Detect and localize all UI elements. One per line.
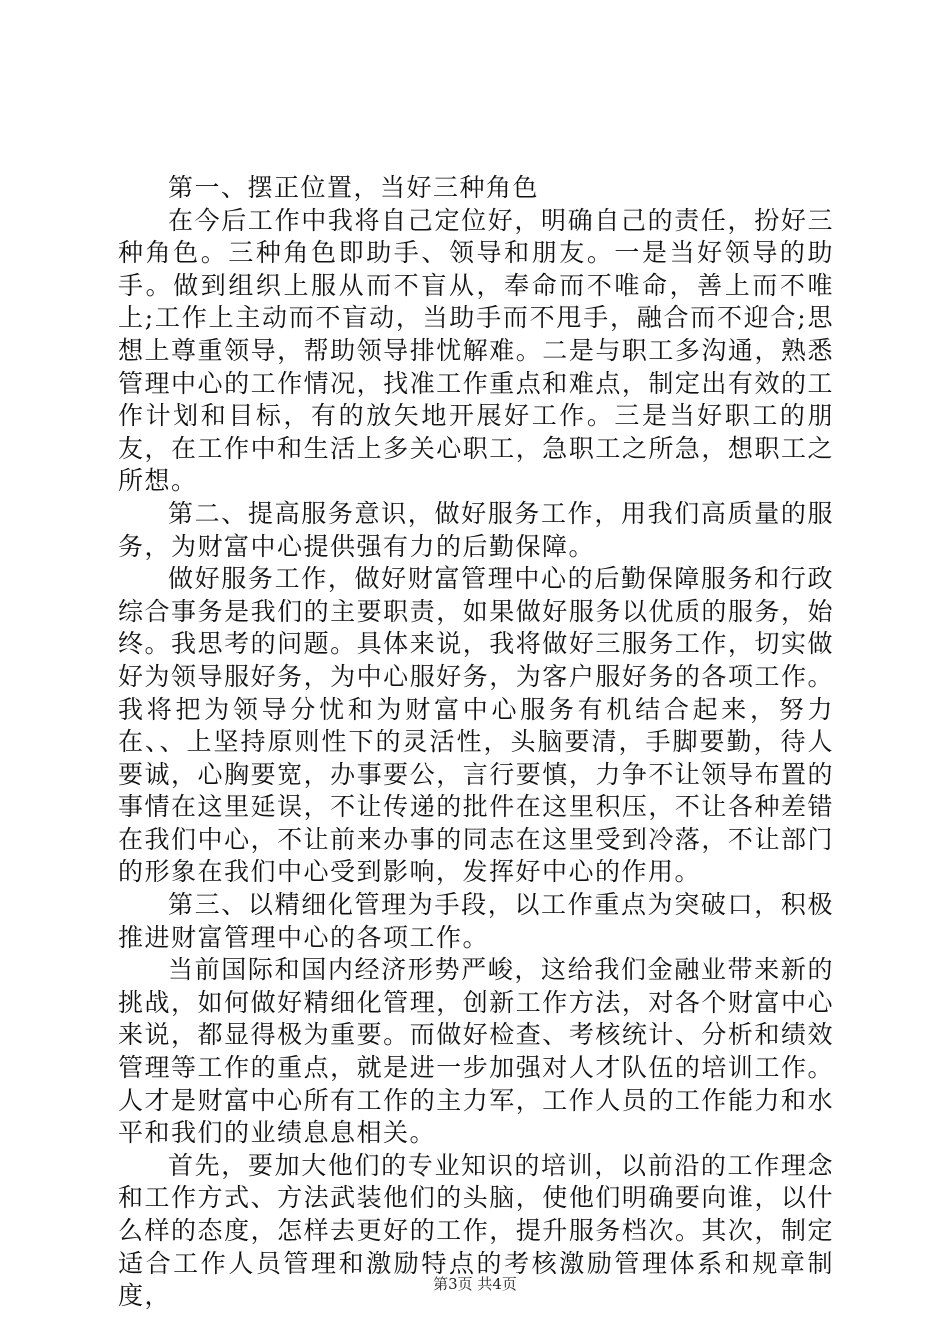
- paragraph: 当前国际和国内经济形势严峻，这给我们金融业带来新的挑战，如何做好精细化管理，创新工作方法，对各个财富中心来说，都显得极为重要。而做好检查、考核统计、分析和绩效管理等工作的重点，就是进一步加强对人才队伍的培训工作。人才是财富中心所有工作的主力军，工作人员的工作能力和水平和我们的业绩息息相关。: [118, 955, 834, 1148]
- section-heading-3: 第三、以精细化管理为手段，以工作重点为突破口，积极推进财富管理中心的各项工作。: [118, 890, 834, 952]
- page-number-footer: 第3页 共4页: [433, 1275, 517, 1293]
- section-heading-1: 第一、摆正位置，当好三种角色: [168, 173, 540, 202]
- paragraph: 在今后工作中我将自己定位好，明确自己的责任，扮好三种角色。三种角色即助手、领导和朋友。一是当好领导的助手。做到组织上服从而不盲从，奉命而不唯命，善上而不唯上;工作上主动而不盲动，当助手而不甩手，融合而不迎合;思想上尊重领导，帮助领导排忧解难。二是与职工多沟通，熟悉管理中心的工作情况，找准工作重点和难点，制定出有效的工作计划和目标，有的放矢地开展好工作。三是当好职工的朋友，在工作中和生活上多关心职工，急职工之所急，想职工之所想。: [118, 205, 834, 496]
- document-body: [118, 172, 834, 1313]
- paragraph: 做好服务工作，做好财富管理中心的后勤保障服务和行政综合事务是我们的主要职责，如果做好服务以优质的服务，始终。我思考的问题。具体来说，我将做好三服务工作，切实做好为领导服好务，为中心服好务，为客户服好务的各项工作。我将把为领导分忧和为财富中心服务有机结合起来，努力在、、上坚持原则性下的灵活性，头脑要清，手脚要勤，待人要诚，心胸要宽，办事要公，言行要慎，力争不让领导布置的事情在这里延误，不让传递的批件在这里积压，不让各种差错在我们中心，不让前来办事的同志在这里受到冷落，不让部门的形象在我们中心受到影响，发挥好中心的作用。: [118, 564, 834, 887]
- paragraph: 首先，要加大他们的专业知识的培训，以前沿的工作理念和工作方式、方法武装他们的头脑，使他们明确要向谁，以什么样的态度，怎样去更好的工作，提升服务档次。其次，制定适合工作人员管理和激励特点的考核激励管理体系和规章制度，: [118, 1150, 834, 1311]
- section-heading-2: 第二、提高服务意识，做好服务工作，用我们高质量的服务，为财富中心提供强有力的后勤保障。: [118, 498, 834, 561]
